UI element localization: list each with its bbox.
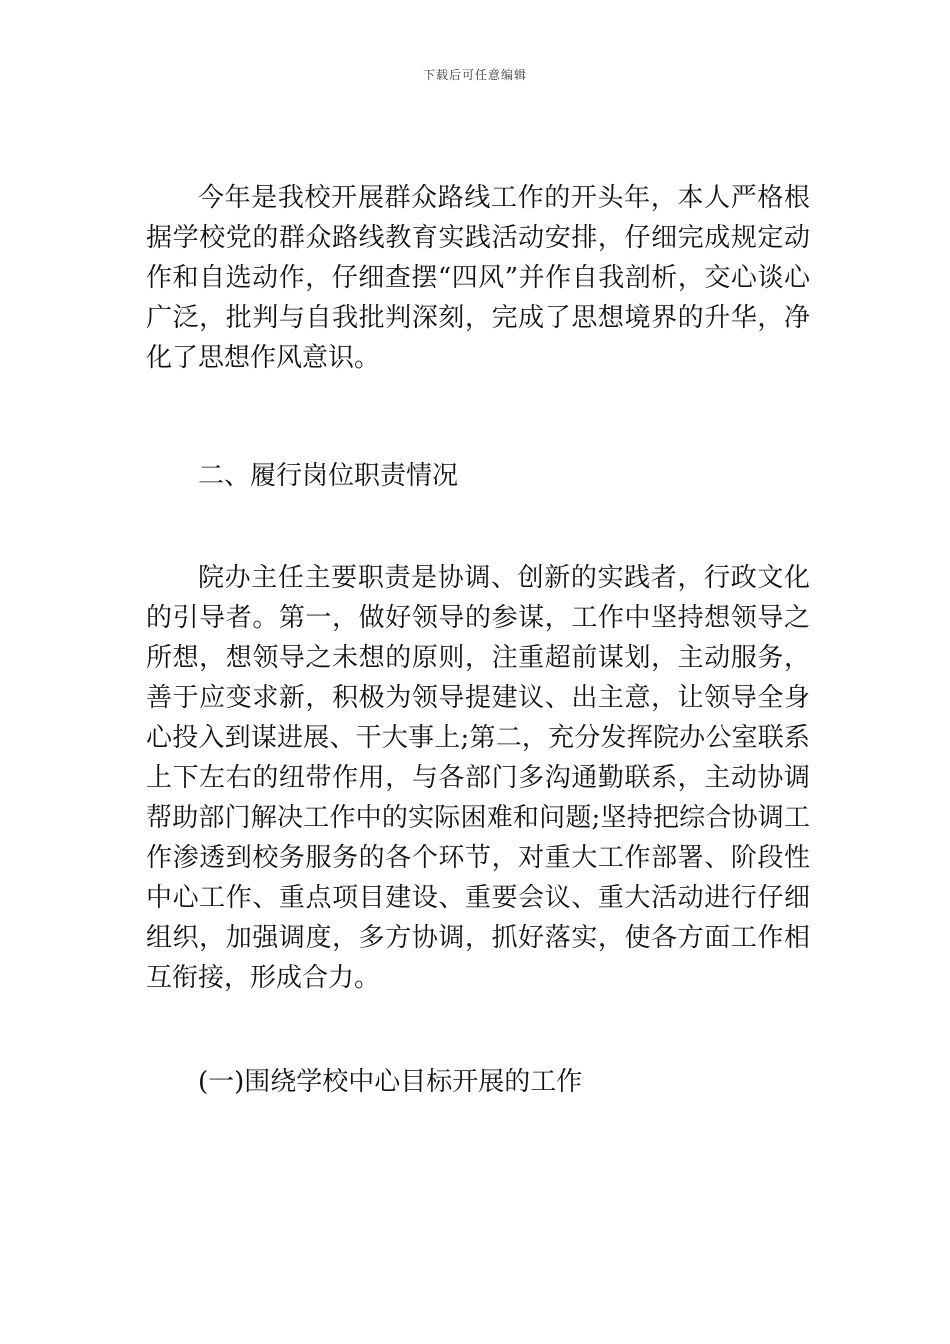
section-two-heading: 二、履行岗位职责情况 — [198, 461, 459, 491]
paragraph-spacer — [146, 378, 810, 456]
section-two-paragraph: 院办主任主要职责是协调、创新的实践者，行政文化的引导者。第一，做好领导的参谋，工作中坚持想领导之所想，想领导之未想的原则，注重超前谋划，主动服务，善于应变求新，积极为领导提建议、出主意，让领导全身心投入到谋进展、干大事上;第二，充分发挥院办公室联系上下左右的纽带作用，与各部门多沟通勤联系，主动协调帮助部门解决工作中的实际困难和问题;坚持把综合协调工作渗透到校务服务的各个环节，对重大工作部署、阶段性中心工作、重点项目建设、重要会议、重大活动进行仔细组织，加强调度，多方协调，抓好落实，使各方面工作相互衔接，形成合力。 — [146, 563, 810, 993]
subsection-heading: (一)围绕学校中心目标开展的工作 — [198, 1067, 583, 1097]
paragraph-spacer — [146, 496, 810, 558]
header-note: 下载后可任意编辑 — [422, 68, 527, 82]
intro-paragraph: 今年是我校开展群众路线工作的开头年，本人严格根据学校党的群众路线教育实践活动安排，仔细完成规定动作和自选动作，仔细查摆“四风”并作自我剖析，交心谈心广泛，批判与自我批判深刻，完成了思想境界的升华，净化了思想作风意识。 — [146, 183, 810, 373]
document-body — [146, 178, 810, 1102]
paragraph-spacer — [146, 998, 810, 1062]
